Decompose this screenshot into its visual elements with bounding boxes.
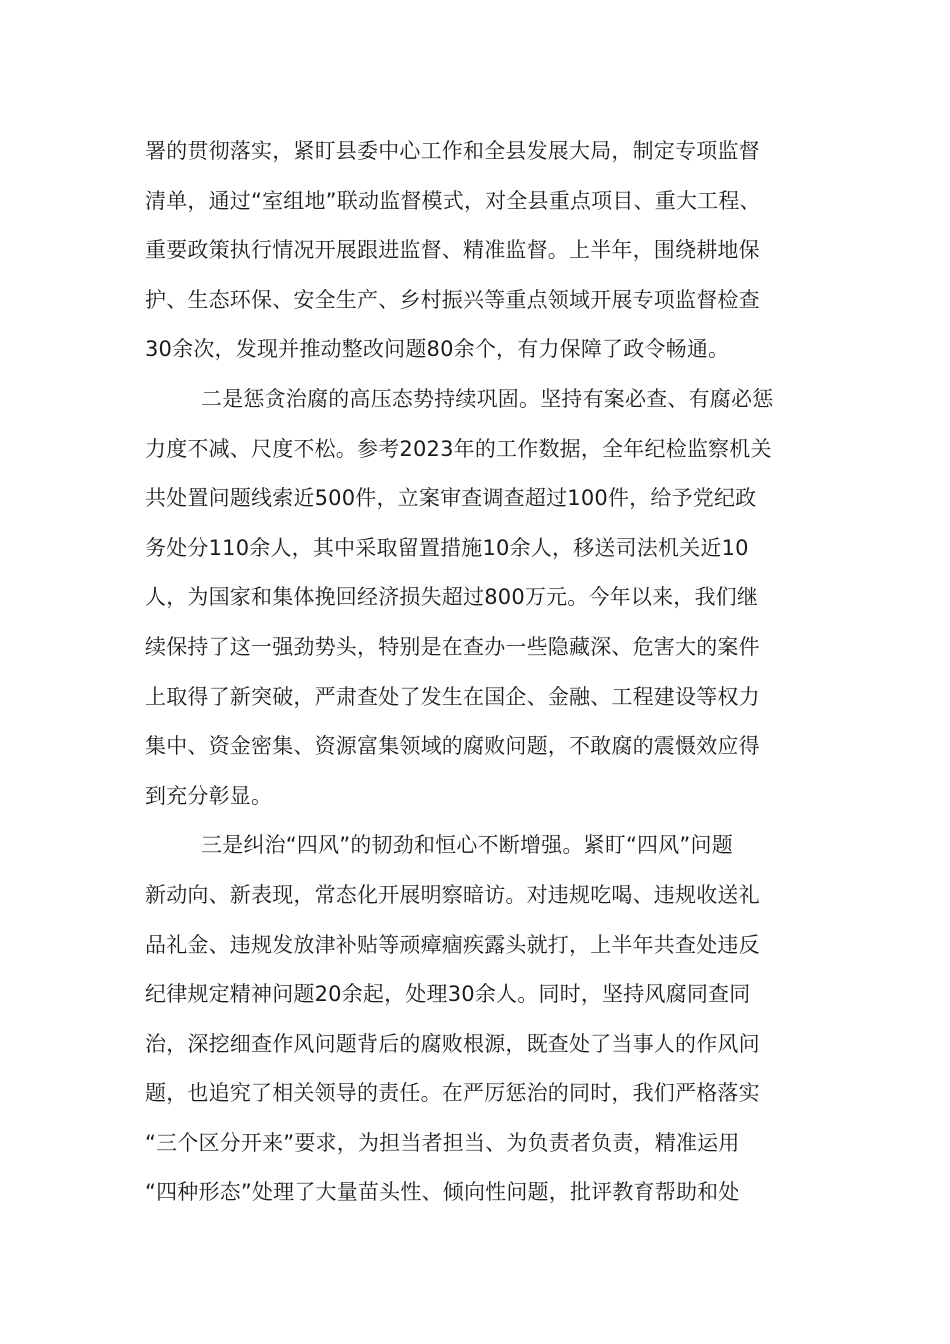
text-line: 署的贯彻落实，紧盯县委中心工作和全县发展大局，制定专项监督 [145, 139, 760, 163]
text-line: 治，深挖细查作风问题背后的腐败根源，既查处了当事人的作风问 [145, 1031, 760, 1056]
text-line: “三个区分开来”要求，为担当者担当、为负责者负责，精准运用 [145, 1130, 740, 1155]
text-line: 重要政策执行情况开展跟进监督、精准监督。上半年，围绕耕地保 [145, 238, 760, 263]
paragraph-1 [145, 127, 810, 375]
text-line: 人，为国家和集体挽回经济损失超过800万元。今年以来，我们继 [145, 585, 759, 610]
text-line: 题，也追究了相关领导的责任。在严厉惩治的同时，我们严格落实 [145, 1081, 760, 1106]
text-line: 清单，通过“室组地”联动监督模式，对全县重点项目、重大工程、 [145, 188, 761, 213]
text-line: 新动向、新表现，常态化开展明察暗访。对违规吃喝、违规收送礼 [145, 882, 760, 907]
text-line: 到充分彰显。 [145, 783, 273, 808]
text-line: 力度不减、尺度不松。参考2023年的工作数据，全年纪检监察机关 [145, 436, 772, 461]
text-line: 品礼金、违规发放津补贴等顽瘴痼疾露头就打，上半年共查处违反 [145, 932, 760, 957]
text-line: 上取得了新突破，严肃查处了发生在国企、金融、工程建设等权力 [145, 684, 760, 709]
text-line: 续保持了这一强劲势头，特别是在查办一些隐藏深、危害大的案件 [145, 634, 760, 659]
text-line: 务处分110余人，其中采取留置措施10余人，移送司法机关近10 [145, 535, 749, 560]
text-line: 集中、资金密集、资源富集领域的腐败问题，不敢腐的震慑效应得 [145, 734, 760, 759]
paragraph-2 [145, 375, 810, 821]
text-line: 共处置问题线索近500件，立案审查调查超过100件，给予党纪政 [145, 486, 757, 511]
text-line: 纪律规定精神问题20余起，处理30余人。同时，坚持风腐同查同 [145, 982, 751, 1007]
text-line: 三是纠治“四风”的韧劲和恒心不断增强。紧盯“四风”问题 [201, 833, 733, 858]
document-body [145, 127, 810, 1218]
text-line: 护、生态环保、安全生产、乡村振兴等重点领域开展专项监督检查 [145, 287, 760, 312]
text-line: 二是惩贪治腐的高压态势持续巩固。坚持有案必查、有腐必惩 [201, 386, 774, 411]
paragraph-3 [145, 821, 810, 1218]
text-line: 30余次，发现并推动整改问题80余个，有力保障了政令畅通。 [145, 337, 730, 362]
text-line: “四种形态”处理了大量苗头性、倾向性问题，批评教育帮助和处 [145, 1180, 740, 1205]
